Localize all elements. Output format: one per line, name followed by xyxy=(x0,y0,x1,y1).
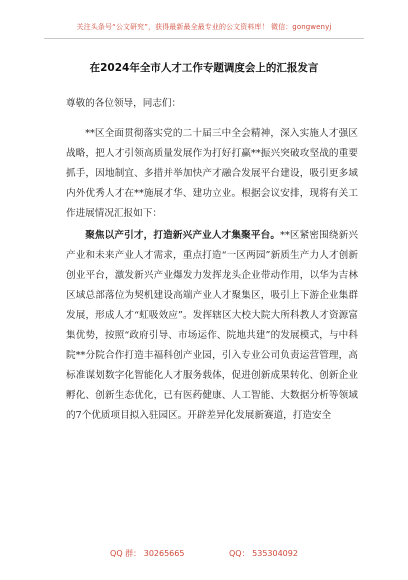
paragraph-section-1 xyxy=(66,226,358,426)
document-body xyxy=(66,94,358,426)
header-divider xyxy=(44,38,364,39)
paragraph-text: **区全面贯彻落实党的二十届三中全会精神，深入实施人才强区战略，把人才引领高质量发展作为打好打赢**振兴突破攻坚战的重要抓手，因地制宜、多措并举加快产才融合发展平台建设，吸引更多域内外优秀人才在**施展才华、建功立业。根据会议安排，现将有关工作进展情况汇报如下： xyxy=(66,128,358,219)
top-banner: 关注头条号“公文研究”，获得最新最全最专业的公文资料库！ 微信：gongwenyj xyxy=(76,23,332,31)
document-title: 在2024年全市人才工作专题调度会上的汇报发言 xyxy=(89,62,319,74)
paragraph-intro xyxy=(66,124,358,224)
greeting: 尊敬的各位领导，同志们： xyxy=(66,98,182,109)
footer-qq-group: QQ 群： 30265665 xyxy=(110,549,185,558)
footer xyxy=(0,548,408,559)
footer-qq: QQ： 535304092 xyxy=(229,549,298,558)
section-heading: 聚焦以产引才，打造新兴产业人才集聚平台。 xyxy=(85,230,281,241)
paragraph-text: **区紧密围绕新兴产业和未来产业人才需求，重点打造“一区两园”新质生产力人才创新创业平台，激发新兴产业爆发力发挥龙头企业带动作用，以华为吉林区域总部落位为契机建设高端产业人才聚集区，吸引上下游企业集群发展，形成人才“虹吸效应”。发挥辖区大校大院大所科教人才资源富集优势，按照“政府引导、市场运作、院地共建”的发展模式，与中科院**分院合作打造丰福科创产业园，引入专业公司负责运营管理，高标准谋划数字化智能化人才服务载体，促进创新成果转化、创新企业孵化、创新生态优化，已有医药健康、人工智能、大数据分析等领域的7个优质项目拟入驻园区。开辟差异化发展新赛道，打造安全 xyxy=(66,230,359,421)
